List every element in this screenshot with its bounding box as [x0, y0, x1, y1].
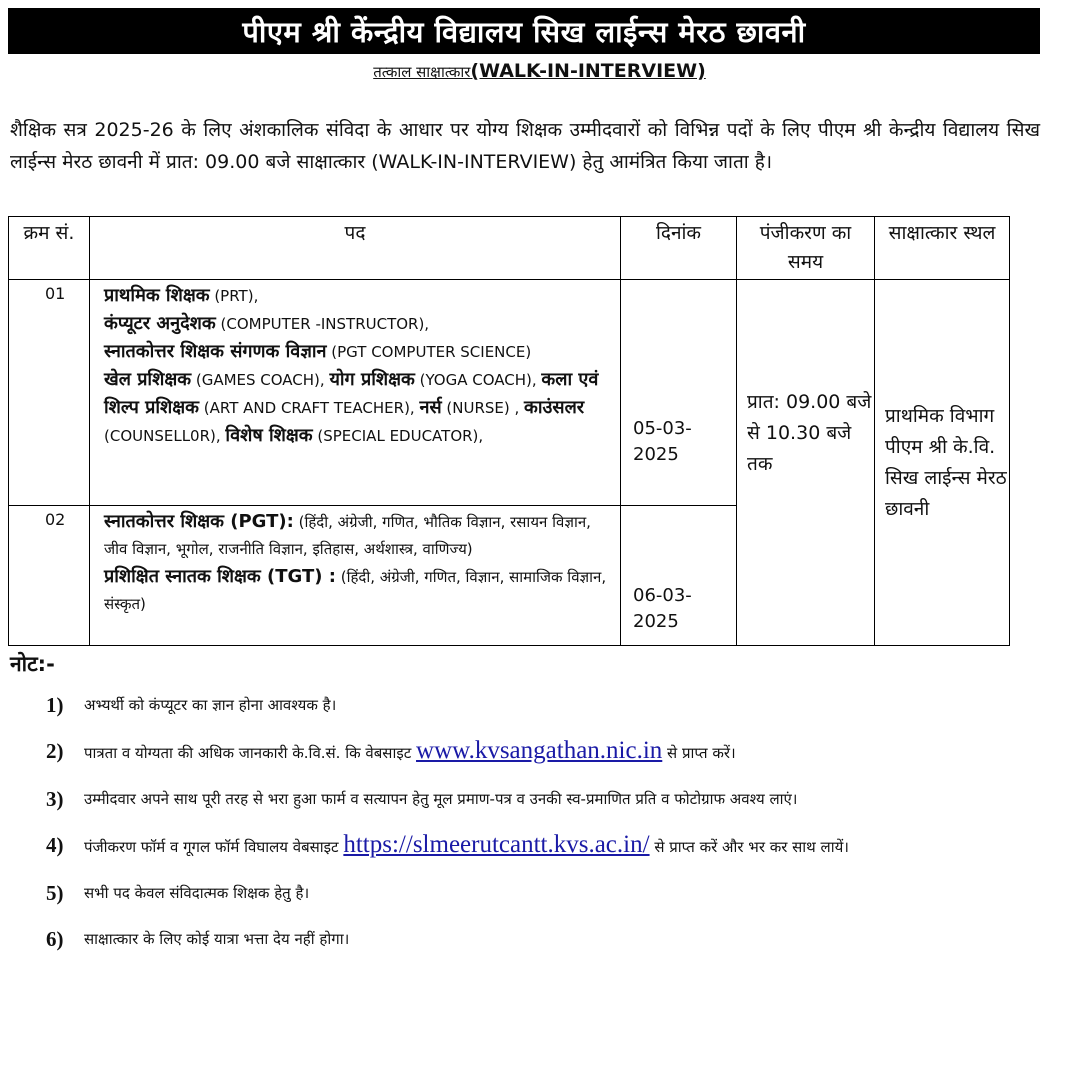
- list-item: [46, 734, 1036, 770]
- post-title: प्राथमिक शिक्षक (PRT),: [104, 285, 259, 306]
- post-title: प्रशिक्षित स्नातक शिक्षक (TGT) : (हिंदी, अंग्रेजी, गणित, विज्ञान, सामाजिक विज्ञान, संस्कृत): [104, 566, 607, 613]
- registration-time-text: प्रात: 09.00 बजे से 10.30 बजे तक: [747, 390, 872, 475]
- list-item: [46, 782, 1036, 816]
- registration-time: [737, 280, 875, 646]
- kvs-website-link[interactable]: www.kvsangathan.nic.in: [416, 737, 663, 764]
- note-text: पंजीकरण फॉर्म व गूगल फॉर्म विघालय वेबसाइट: [84, 838, 344, 856]
- note-text: पात्रता व योग्यता की अधिक जानकारी के.वि.सं. कि वेबसाइट: [84, 744, 417, 762]
- interview-table: [8, 216, 1010, 646]
- post-title: काउंसलर (COUNSELL0R),: [104, 397, 585, 445]
- school-website-link[interactable]: https://slmeerutcantt.kvs.ac.in/: [343, 831, 650, 858]
- note-text: सभी पद केवल संविदात्मक शिक्षक हेतु है।: [84, 884, 310, 902]
- interview-date: 05-03-2025: [633, 418, 692, 465]
- list-item: [46, 688, 1036, 722]
- header-reg-time: पंजीकरण का समय: [737, 217, 875, 280]
- note-number: 3): [46, 787, 64, 811]
- table-row: [9, 280, 1010, 506]
- notes-list: [46, 688, 1036, 968]
- note-text: से प्राप्त करें।: [662, 744, 736, 762]
- interview-date: 06-03-2025: [633, 585, 692, 632]
- note-number: 4): [46, 833, 64, 857]
- row-date: [621, 506, 737, 646]
- note-text: अभ्यर्थी को कंप्यूटर का ज्ञान होना आवश्यक है।: [84, 696, 337, 714]
- post-title: स्नातकोत्तर शिक्षक (PGT): (हिंदी, अंग्रेजी, गणित, भौतिक विज्ञान, रसायन विज्ञान, जीव विज्ञान, भूगोल, राजनीति विज्ञान, इतिहास, अर्थशास्त्र, वाणिज्य): [104, 511, 591, 558]
- note-number: 1): [46, 693, 64, 717]
- page-title-banner: [8, 8, 1040, 54]
- note-number: 6): [46, 927, 64, 951]
- note-text: उम्मीदवार अपने साथ पूरी तरह से भरा हुआ फार्म व सत्यापन हेतु मूल प्रमाण-पत्र व उनकी स्व-प्रमाणित प्रति व फोटोग्राफ अवश्य लाएं।: [84, 790, 798, 808]
- header-date: दिनांक: [621, 217, 737, 280]
- subtitle: [0, 60, 1079, 82]
- interview-venue-text: प्राथमिक विभाग पीएम श्री के.वि. सिख लाईन्स मेरठ छावनी: [885, 404, 1007, 520]
- row-posts: [90, 506, 621, 646]
- subtitle-hindi: तत्काल साक्षात्कार: [373, 63, 471, 81]
- post-title: कला एवं शिल्प प्रशिक्षक (ART AND CRAFT TEACHER),: [104, 369, 599, 418]
- page-title: पीएम श्री केंन्द्रीय विद्यालय सिख लाईन्स मेरठ छावनी: [242, 14, 806, 49]
- note-number: 2): [46, 739, 64, 763]
- post-title: खेल प्रशिक्षक (GAMES COACH),: [104, 369, 330, 390]
- row-posts: [90, 280, 621, 506]
- post-title: विशेष शिक्षक (SPECIAL EDUCATOR),: [225, 425, 484, 446]
- post-title: योग प्रशिक्षक (YOGA COACH),: [329, 369, 542, 390]
- post-title: कंप्यूटर अनुदेशक (COMPUTER -INSTRUCTOR),: [104, 313, 430, 334]
- post-title: नर्स (NURSE) ,: [419, 397, 525, 418]
- notes-heading: नोट:-: [10, 652, 55, 676]
- header-serial: क्रम सं.: [9, 217, 90, 280]
- header-venue: साक्षात्कार स्थल: [875, 217, 1010, 280]
- list-item: [46, 876, 1036, 910]
- note-number: 5): [46, 881, 64, 905]
- header-post: पद: [90, 217, 621, 280]
- table-header-row: [9, 217, 1010, 280]
- interview-venue: [875, 280, 1010, 646]
- intro-paragraph: शैक्षिक सत्र 2025-26 के लिए अंशकालिक संविदा के आधार पर योग्य शिक्षक उम्मीदवारों को विभिन्न पदों के लिए पीएम श्री केन्द्रीय विद्यालय सिख लाईन्स मेरठ छावनी में प्रात: 09.00 बजे साक्षात्कार (WALK-IN-INTERVIEW) हेतु आमंत्रित किया जाता है।: [10, 119, 1040, 173]
- list-item: [46, 922, 1036, 956]
- row-serial: 01: [9, 280, 90, 506]
- subtitle-english: (WALK-IN-INTERVIEW): [470, 60, 706, 82]
- note-text: साक्षात्कार के लिए कोई यात्रा भत्ता देय नहीं होगा।: [84, 930, 350, 948]
- list-item: [46, 828, 1036, 864]
- note-text: से प्राप्त करें और भर कर साथ लायें।: [649, 838, 849, 856]
- row-date: [621, 280, 737, 506]
- row-serial: 02: [9, 506, 90, 646]
- post-title: स्नातकोत्तर शिक्षक संगणक विज्ञान (PGT COMPUTER SCIENCE): [104, 341, 532, 362]
